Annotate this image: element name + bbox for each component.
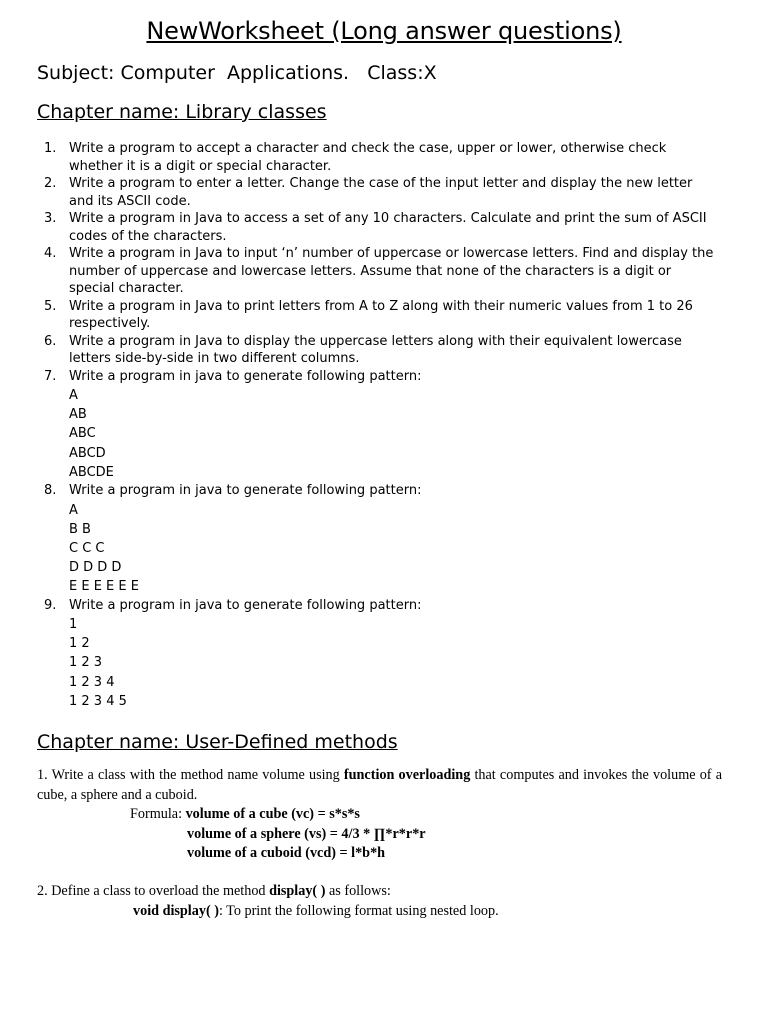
question-text: Write a program to enter a letter. Change the case of the input letter and display the new letter and its ASCII code. bbox=[69, 176, 693, 209]
question-number: 2. bbox=[44, 176, 57, 191]
pattern-line: 1 2 3 4 bbox=[69, 674, 115, 690]
question-number: 9. bbox=[44, 597, 57, 613]
udm-q2-rest: as follows: bbox=[325, 883, 391, 899]
question-number: 6. bbox=[44, 333, 57, 349]
pattern-line: ABC bbox=[69, 426, 96, 442]
chapter-heading-library-classes: Chapter name: Library classes bbox=[37, 101, 327, 123]
formula-cuboid: volume of a cuboid (vcd) = l*b*h bbox=[187, 845, 386, 861]
question-item bbox=[0, 175, 719, 210]
pattern-line: 1 2 3 bbox=[69, 655, 103, 671]
pattern-line: 1 2 bbox=[69, 636, 90, 652]
formula-label: Formula: bbox=[130, 806, 186, 822]
question-item bbox=[0, 298, 719, 333]
pattern-line: ABCD bbox=[69, 445, 106, 461]
udm-q2-subitem bbox=[133, 902, 499, 922]
question-item bbox=[0, 245, 719, 298]
question-number: 5. bbox=[44, 298, 57, 314]
udm-q1-rest: that computes and invokes the volume of a cube, a sphere and a cuboid. bbox=[37, 767, 723, 803]
pattern-line: A bbox=[69, 388, 78, 403]
page-title: NewWorksheet (Long answer questions) bbox=[146, 17, 622, 45]
pattern-line: 1 2 3 4 5 bbox=[69, 693, 127, 709]
question-text: Write a program in Java to access a set of any 10 characters. Calculate and print the sum of ASCII codes of the characters. bbox=[69, 211, 707, 244]
pattern-line: C C C bbox=[69, 540, 105, 556]
pattern-block bbox=[0, 501, 768, 597]
question-number: 3. bbox=[44, 211, 57, 226]
question-number: 1. bbox=[44, 141, 57, 156]
question-item bbox=[0, 368, 719, 386]
question-item bbox=[0, 482, 719, 500]
udm-q2-lead: 2. Define a class to overload the method bbox=[37, 883, 270, 899]
pattern-line: AB bbox=[69, 407, 87, 423]
question-item bbox=[0, 597, 719, 615]
question-text: Write a program in Java to print letters from A to Z along with their numeric values from 1 to 26 respectively. bbox=[69, 298, 693, 331]
udm-q1-lead: 1. Write a class with the method name volume using bbox=[37, 767, 344, 783]
question-number: 7. bbox=[44, 368, 57, 384]
pattern-block bbox=[0, 386, 768, 482]
question-text: Write a program in Java to display the uppercase letters along with their equivalent lowercase letters side-by-side in two different columns. bbox=[69, 333, 682, 366]
pattern-line: 1 bbox=[69, 617, 78, 633]
formula-cube: volume of a cube (vc) = s*s*s bbox=[185, 806, 360, 822]
udm-q2-sub-rest: : To print the following format using nested loop. bbox=[218, 903, 499, 919]
udm-q1-bold: function overloading bbox=[343, 767, 471, 783]
pattern-line: ABCDE bbox=[69, 464, 114, 480]
question-number: 4. bbox=[44, 246, 57, 261]
question-text: Write a program in java to generate following pattern: bbox=[69, 368, 422, 384]
question-text: Write a program in java to generate following pattern: bbox=[69, 597, 422, 613]
question-number: 8. bbox=[44, 483, 57, 499]
pattern-line: E E E E E E bbox=[69, 579, 139, 595]
question-text: Write a program in Java to input ‘n’ number of uppercase or lowercase letters. Find and display the number of uppercase and lowercase letters. Assume that none of the characters is a digit or special character. bbox=[69, 246, 714, 296]
question-text: Write a program to accept a character and check the case, upper or lower, otherwise check whether it is a digit or special character. bbox=[69, 141, 667, 174]
formula-sphere: volume of a sphere (vs) = 4/3 * ∏*r*r*r bbox=[187, 826, 426, 842]
chapter-heading-user-defined-methods: Chapter name: User-Defined methods bbox=[37, 731, 398, 753]
question-text: Write a program in java to generate following pattern: bbox=[69, 483, 422, 499]
pattern-block bbox=[0, 615, 768, 711]
question-item bbox=[0, 140, 719, 175]
pattern-line: D D D D bbox=[69, 560, 122, 576]
udm-question-2 bbox=[37, 882, 722, 902]
pattern-line: B B bbox=[69, 521, 91, 537]
question-item bbox=[0, 210, 719, 245]
udm-question-1 bbox=[37, 766, 722, 805]
udm-q2-sub-bold: void display( ) bbox=[133, 903, 219, 919]
question-item bbox=[0, 333, 719, 368]
formula-line-1 bbox=[130, 805, 360, 825]
udm-q2-bold: display( ) bbox=[269, 883, 326, 899]
question-list bbox=[0, 140, 768, 711]
pattern-line: A bbox=[69, 502, 78, 518]
subject-line: Subject: Computer Applications. Class:X bbox=[37, 62, 437, 84]
